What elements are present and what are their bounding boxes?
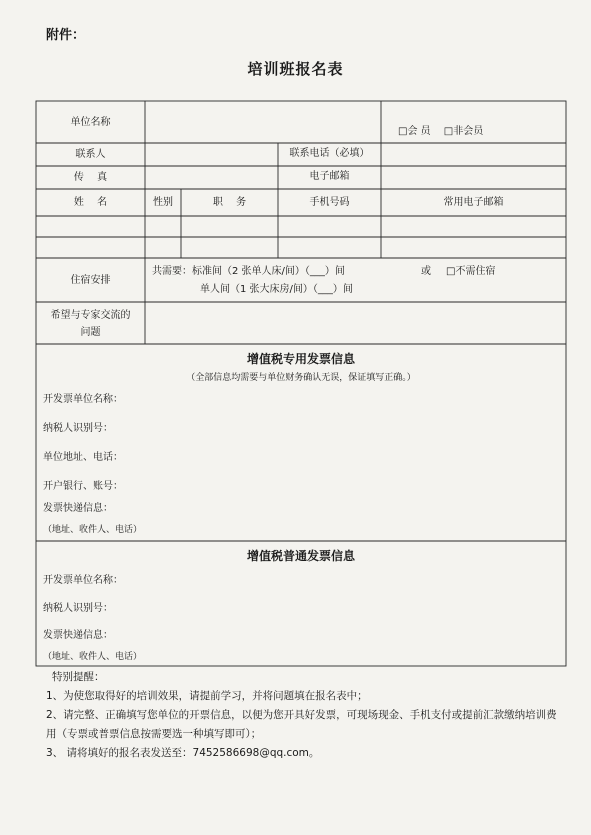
reminder-heading: 特别提醒： (52, 671, 105, 683)
reminder-item-3: 3、 请将填好的报名表发送至：7452586698@qq.com。 (46, 747, 320, 759)
normal-invoice-courier[interactable]: 发票快递信息： (43, 630, 113, 641)
attachment-label: 附件： (46, 28, 86, 43)
lodging-single-room: 单人间（1 张大床房/间）（___）间 (200, 284, 353, 295)
lodging-standard-room: 共需要：标准间（2 张单人床/间）（___）间 (152, 266, 345, 277)
special-invoice-note: （全部信息均需要与单位财务确认无误，保证填写正确。） (186, 373, 416, 383)
special-invoice-unit-name[interactable]: 开发票单位名称： (43, 394, 123, 405)
lodging-or: 或 (421, 266, 431, 277)
unit-name-label: 单位名称 (70, 117, 111, 128)
exchange-label-line1: 希望与专家交流的 (50, 310, 131, 321)
email-label: 电子邮箱 (309, 171, 350, 182)
phone-label: 联系电话（必填） (289, 148, 370, 159)
reminder-item-1: 1、为使您取得好的培训效果，请提前学习，并将问题填在报名表中； (46, 690, 368, 702)
column-position: 职 务 (212, 197, 247, 208)
special-invoice-taxpayer-id[interactable]: 纳税人识别号： (43, 423, 113, 434)
exchange-label-line2: 问题 (80, 327, 101, 338)
normal-invoice-taxpayer-id[interactable]: 纳税人识别号： (43, 603, 113, 614)
normal-invoice-courier-note: （地址、收件人、电话） (43, 652, 143, 662)
member-type-checkboxes[interactable]: □会 员 □非会员 (398, 126, 484, 137)
page-title: 培训班报名表 (247, 60, 344, 78)
special-invoice-courier-note: （地址、收件人、电话） (43, 525, 143, 535)
lodging-label: 住宿安排 (70, 275, 111, 286)
normal-invoice-unit-name[interactable]: 开发票单位名称： (43, 575, 123, 586)
column-mobile: 手机号码 (309, 197, 350, 208)
special-invoice-bank-account[interactable]: 开户银行、账号： (43, 481, 123, 492)
contact-label: 联系人 (75, 149, 106, 160)
lodging-none-checkbox[interactable]: □不需住宿 (446, 266, 496, 277)
fax-label: 传 真 (73, 172, 108, 183)
column-name: 姓 名 (73, 197, 108, 208)
special-invoice-address-phone[interactable]: 单位地址、电话： (43, 452, 123, 463)
special-invoice-courier[interactable]: 发票快递信息： (43, 503, 113, 514)
reminder-item-2: 2、请完整、正确填写您单位的开票信息，以便为您开具好发票，可现场现金、手机支付或提前汇款缴纳培训费用（专票或普票信息按需要选一种填写即可）； (46, 709, 557, 740)
normal-invoice-title: 增值税普通发票信息 (246, 549, 355, 563)
column-common-email: 常用电子邮箱 (443, 197, 504, 208)
column-gender: 性别 (153, 197, 173, 208)
special-reminder (46, 668, 566, 763)
special-invoice-title: 增值税专用发票信息 (246, 352, 355, 366)
